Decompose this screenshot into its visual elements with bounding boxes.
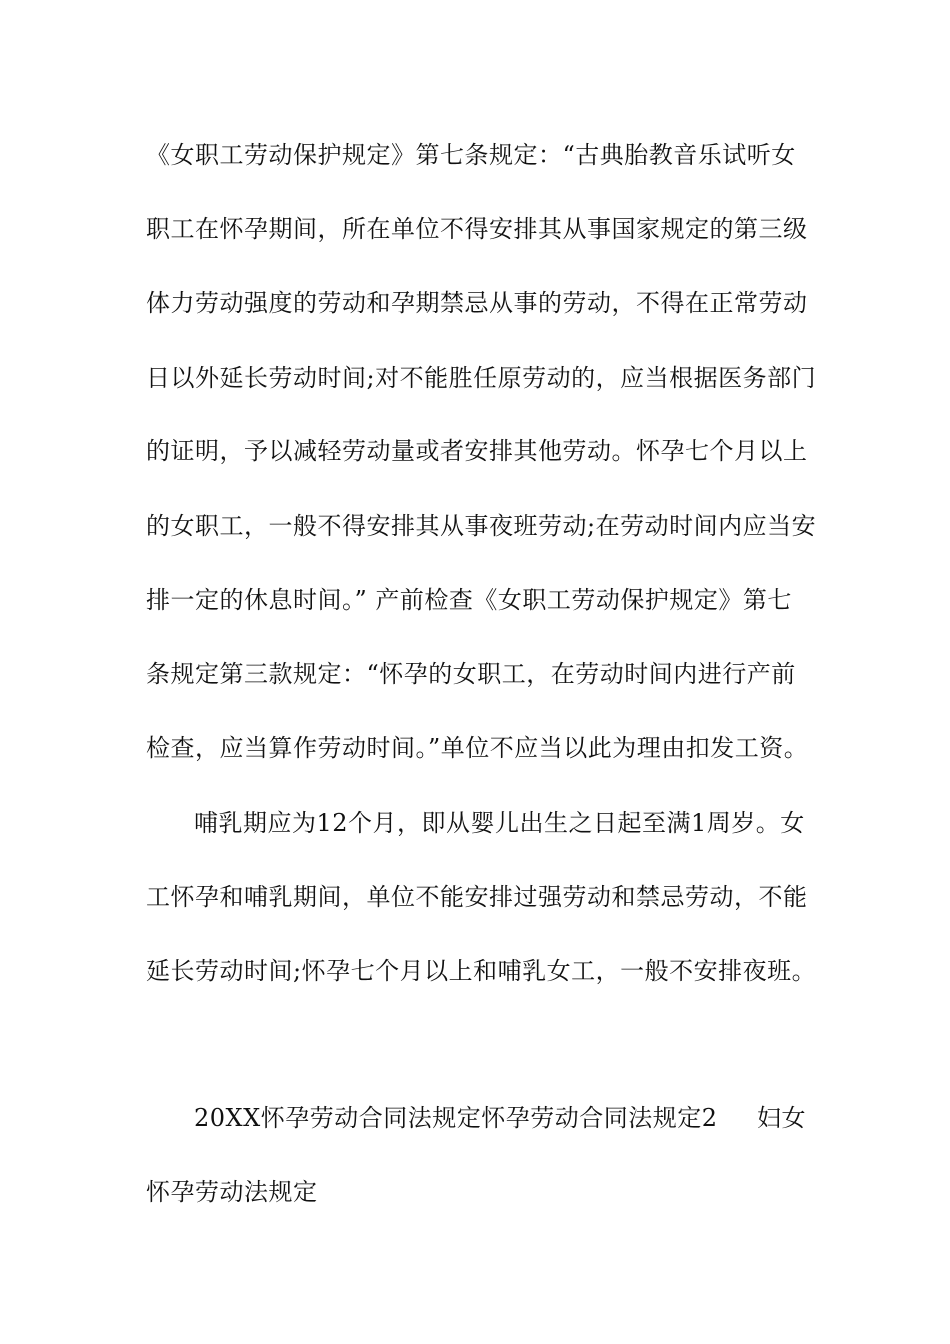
paragraph-line: 的证明，予以减轻劳动量或者安排其他劳动。怀孕七个月以上 (146, 437, 808, 465)
paragraph-line: 延长劳动时间;怀孕七个月以上和哺乳女工，一般不安排夜班。 (146, 957, 817, 985)
heading-line (194, 1103, 806, 1133)
paragraph-line: 工怀孕和哺乳期间，单位不能安排过强劳动和禁忌劳动，不能 (146, 883, 808, 911)
paragraph-line: 《女职工劳动保护规定》第七条规定：“古典胎教音乐试听女 (146, 141, 796, 169)
heading-title-tail: 妇女 (757, 1104, 806, 1132)
paragraph-line: 条规定第三款规定：“怀孕的女职工，在劳动时间内进行产前 (146, 660, 796, 688)
heading-continuation: 怀孕劳动法规定 (146, 1178, 318, 1206)
heading-title: 20XX怀孕劳动合同法规定怀孕劳动合同法规定2 (194, 1104, 718, 1132)
paragraph-line: 体力劳动强度的劳动和孕期禁忌从事的劳动，不得在正常劳动 (146, 289, 808, 317)
paragraph-line: 排一定的休息时间。” 产前检查《女职工劳动保护规定》第七 (146, 586, 792, 614)
paragraph-line: 哺乳期应为12个月，即从婴儿出生之日起至满1周岁。女 (194, 809, 805, 837)
paragraph-line: 职工在怀孕期间，所在单位不得安排其从事国家规定的第三级 (146, 215, 808, 243)
paragraph-line: 的女职工，一般不得安排其从事夜班劳动;在劳动时间内应当安 (146, 512, 817, 540)
paragraph-line: 日以外延长劳动时间;对不能胜任原劳动的，应当根据医务部门 (146, 364, 817, 392)
paragraph-line: 检查，应当算作劳动时间。”单位不应当以此为理由扣发工资。 (146, 734, 809, 762)
